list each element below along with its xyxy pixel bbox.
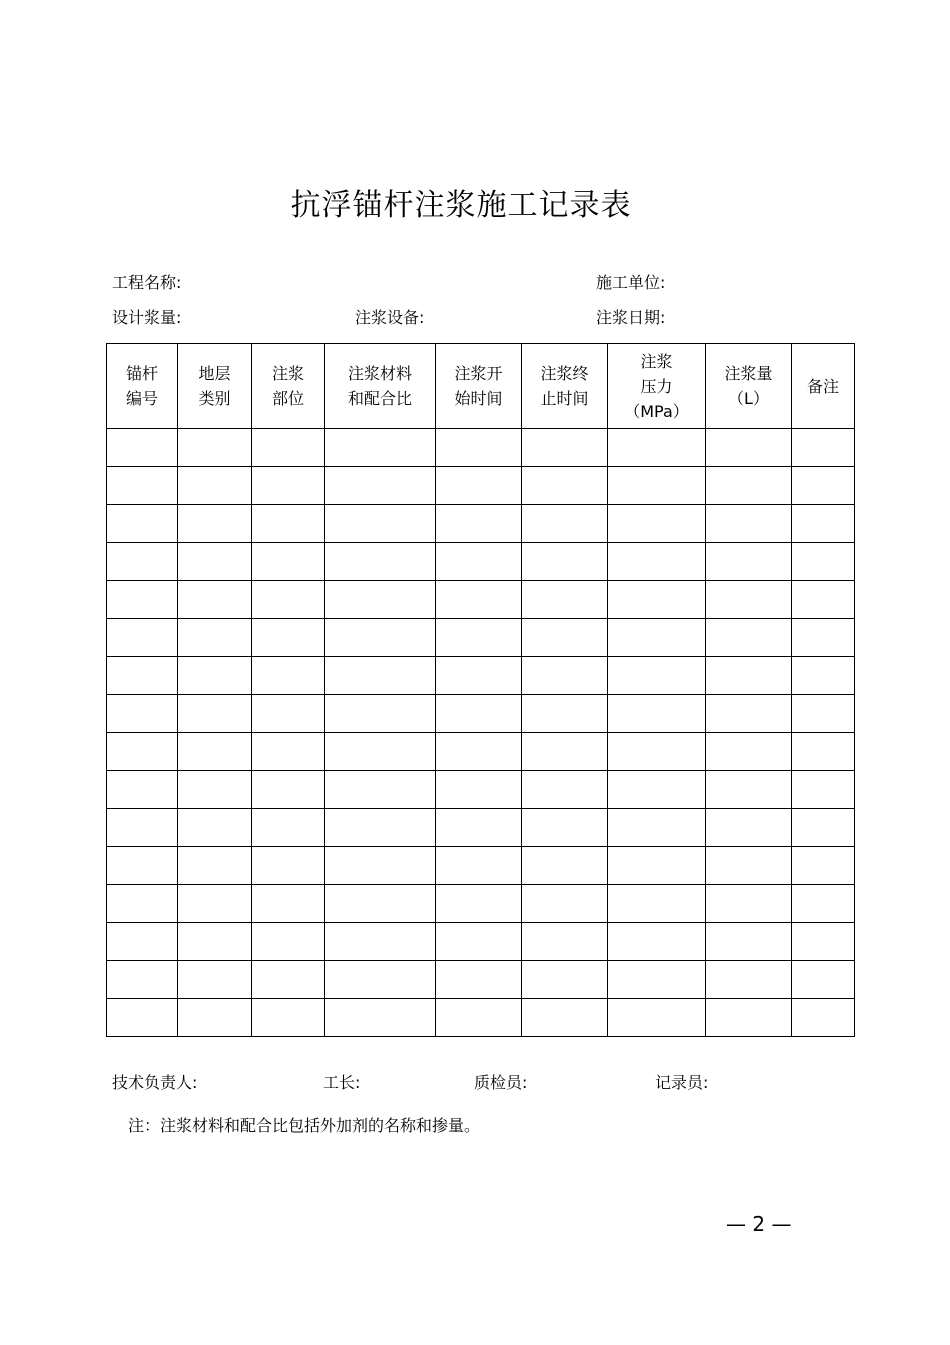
- footnote: 注：注浆材料和配合比包括外加剂的名称和掺量。: [128, 1116, 481, 1135]
- table-body: [107, 429, 855, 1037]
- column-header: [608, 344, 706, 429]
- table-cell: [325, 847, 436, 885]
- table-header-row: [107, 344, 855, 429]
- table-cell: [792, 543, 855, 581]
- table-cell: [252, 885, 325, 923]
- table-cell: [252, 771, 325, 809]
- table-cell: [792, 923, 855, 961]
- table-cell: [608, 885, 706, 923]
- table-cell: [792, 429, 855, 467]
- column-header-line: 压力: [640, 376, 673, 396]
- table-cell: [252, 505, 325, 543]
- table-cell: [252, 809, 325, 847]
- column-header: [107, 344, 178, 429]
- table-cell: [792, 657, 855, 695]
- column-header: [325, 344, 436, 429]
- table-cell: [178, 543, 252, 581]
- table-cell: [706, 999, 792, 1037]
- table-cell: [325, 885, 436, 923]
- table-cell: [608, 657, 706, 695]
- table-cell: [522, 695, 608, 733]
- table-cell: [522, 657, 608, 695]
- table-row: [107, 771, 855, 809]
- table-cell: [178, 619, 252, 657]
- table-cell: [706, 771, 792, 809]
- table-cell: [178, 581, 252, 619]
- table-cell: [608, 695, 706, 733]
- table-cell: [325, 657, 436, 695]
- table-cell: [608, 619, 706, 657]
- table-row: [107, 467, 855, 505]
- table-cell: [436, 923, 522, 961]
- inspector-label: 质检员:: [474, 1073, 528, 1092]
- table-cell: [436, 847, 522, 885]
- column-header-line: 部位: [271, 389, 304, 408]
- column-header-line: （MPa）: [624, 401, 689, 421]
- table-cell: [792, 467, 855, 505]
- table-cell: [706, 809, 792, 847]
- table-cell: [325, 467, 436, 505]
- table-cell: [252, 543, 325, 581]
- column-header-line: 始时间: [454, 389, 503, 408]
- table-cell: [792, 847, 855, 885]
- table-cell: [178, 885, 252, 923]
- table-cell: [522, 847, 608, 885]
- table-cell: [107, 657, 178, 695]
- table-cell: [325, 771, 436, 809]
- table-cell: [522, 809, 608, 847]
- table-cell: [107, 543, 178, 581]
- column-header-line: 注浆开: [454, 364, 503, 383]
- table-cell: [608, 771, 706, 809]
- table-cell: [252, 467, 325, 505]
- table-cell: [608, 429, 706, 467]
- table-cell: [792, 695, 855, 733]
- column-header-line: 止时间: [540, 389, 589, 408]
- table-cell: [608, 543, 706, 581]
- table-cell: [107, 619, 178, 657]
- table-row: [107, 809, 855, 847]
- column-header: [436, 344, 522, 429]
- table-cell: [792, 771, 855, 809]
- table-cell: [608, 923, 706, 961]
- table-row: [107, 657, 855, 695]
- table-cell: [706, 657, 792, 695]
- grouting-equipment-label: 注浆设备:: [355, 308, 425, 327]
- grouting-record-table: [106, 343, 855, 1037]
- table-row: [107, 733, 855, 771]
- table-cell: [107, 885, 178, 923]
- table-cell: [522, 505, 608, 543]
- table-row: [107, 505, 855, 543]
- table-row: [107, 961, 855, 999]
- table-row: [107, 847, 855, 885]
- column-header: [252, 344, 325, 429]
- table-row: [107, 999, 855, 1037]
- column-header-line: 注浆量: [724, 364, 773, 383]
- table-cell: [436, 809, 522, 847]
- table-cell: [325, 619, 436, 657]
- column-header-line: 和配合比: [347, 389, 412, 408]
- table-cell: [792, 619, 855, 657]
- table-cell: [178, 733, 252, 771]
- table-cell: [436, 505, 522, 543]
- table-cell: [522, 733, 608, 771]
- table-cell: [107, 809, 178, 847]
- table-cell: [436, 771, 522, 809]
- table-cell: [107, 999, 178, 1037]
- table-cell: [178, 695, 252, 733]
- table-cell: [436, 467, 522, 505]
- column-header-line: 编号: [125, 389, 158, 408]
- table-cell: [436, 429, 522, 467]
- table-cell: [178, 429, 252, 467]
- table-cell: [107, 771, 178, 809]
- table-cell: [436, 885, 522, 923]
- column-header-line: 注浆: [640, 351, 673, 371]
- table-cell: [325, 505, 436, 543]
- table-cell: [252, 657, 325, 695]
- table-cell: [608, 467, 706, 505]
- table-cell: [522, 429, 608, 467]
- table-cell: [792, 999, 855, 1037]
- table-cell: [107, 581, 178, 619]
- table-cell: [792, 581, 855, 619]
- project-name-label: 工程名称:: [112, 273, 182, 292]
- table-cell: [706, 581, 792, 619]
- table-cell: [107, 733, 178, 771]
- grouting-date-label: 注浆日期:: [596, 308, 666, 327]
- table-cell: [522, 467, 608, 505]
- table-cell: [252, 695, 325, 733]
- table-cell: [706, 467, 792, 505]
- column-header: [178, 344, 252, 429]
- table-cell: [107, 505, 178, 543]
- table-cell: [522, 885, 608, 923]
- table-cell: [522, 771, 608, 809]
- table-cell: [608, 961, 706, 999]
- table-cell: [436, 999, 522, 1037]
- column-header-line: 注浆终: [540, 364, 589, 383]
- table-cell: [706, 619, 792, 657]
- table-cell: [178, 657, 252, 695]
- column-header-line: 注浆: [271, 364, 304, 383]
- table-cell: [252, 999, 325, 1037]
- table-cell: [522, 619, 608, 657]
- table-cell: [252, 961, 325, 999]
- column-header-line: 备注: [806, 376, 839, 396]
- recorder-label: 记录员:: [655, 1073, 709, 1092]
- column-header-line: 锚杆: [125, 364, 158, 383]
- table-cell: [792, 505, 855, 543]
- table-row: [107, 923, 855, 961]
- table-cell: [252, 847, 325, 885]
- column-header: [706, 344, 792, 429]
- table-cell: [608, 581, 706, 619]
- table-cell: [792, 961, 855, 999]
- column-header-line: 注浆材料: [347, 364, 412, 383]
- table-cell: [436, 733, 522, 771]
- table-cell: [706, 543, 792, 581]
- table-cell: [608, 847, 706, 885]
- table-cell: [706, 923, 792, 961]
- table-row: [107, 885, 855, 923]
- table-cell: [252, 619, 325, 657]
- table-cell: [325, 543, 436, 581]
- table-cell: [107, 695, 178, 733]
- table-cell: [522, 923, 608, 961]
- table-cell: [706, 885, 792, 923]
- technical-lead-label: 技术负责人:: [112, 1073, 198, 1092]
- table-cell: [325, 961, 436, 999]
- table-cell: [436, 657, 522, 695]
- table-cell: [522, 999, 608, 1037]
- table-cell: [792, 809, 855, 847]
- table-cell: [706, 733, 792, 771]
- table-cell: [436, 961, 522, 999]
- table-cell: [325, 733, 436, 771]
- design-grout-volume-label: 设计浆量:: [112, 308, 182, 327]
- table-cell: [178, 961, 252, 999]
- foreman-label: 工长:: [323, 1073, 361, 1092]
- column-header-line: 类别: [198, 389, 231, 408]
- table-row: [107, 581, 855, 619]
- table-cell: [608, 809, 706, 847]
- table-cell: [436, 695, 522, 733]
- table-cell: [178, 505, 252, 543]
- table-cell: [325, 429, 436, 467]
- table-cell: [706, 429, 792, 467]
- table-cell: [107, 961, 178, 999]
- table-cell: [252, 429, 325, 467]
- table-cell: [706, 961, 792, 999]
- table-cell: [325, 923, 436, 961]
- table-cell: [706, 505, 792, 543]
- table-cell: [522, 581, 608, 619]
- table-row: [107, 543, 855, 581]
- column-header: [522, 344, 608, 429]
- table-row: [107, 429, 855, 467]
- table-cell: [107, 429, 178, 467]
- table-cell: [608, 733, 706, 771]
- table-cell: [792, 885, 855, 923]
- table-row: [107, 619, 855, 657]
- table-cell: [178, 923, 252, 961]
- table-cell: [178, 809, 252, 847]
- table-cell: [325, 999, 436, 1037]
- table-cell: [178, 771, 252, 809]
- table-cell: [608, 999, 706, 1037]
- table-cell: [107, 467, 178, 505]
- table-cell: [325, 581, 436, 619]
- table-cell: [178, 847, 252, 885]
- table-cell: [252, 581, 325, 619]
- column-header-line: （L）: [728, 389, 769, 408]
- table-cell: [436, 543, 522, 581]
- table-row: [107, 695, 855, 733]
- table-cell: [706, 695, 792, 733]
- table-cell: [178, 467, 252, 505]
- table-cell: [252, 733, 325, 771]
- table-cell: [436, 619, 522, 657]
- table-cell: [325, 695, 436, 733]
- table-cell: [107, 923, 178, 961]
- table-cell: [178, 999, 252, 1037]
- table-cell: [325, 809, 436, 847]
- column-header-line: 地层: [198, 364, 231, 383]
- table-cell: [608, 505, 706, 543]
- construction-unit-label: 施工单位:: [596, 273, 666, 292]
- page-title: 抗浮锚杆注浆施工记录表: [290, 188, 632, 223]
- column-header: [792, 344, 855, 429]
- table-cell: [252, 923, 325, 961]
- table-cell: [522, 543, 608, 581]
- page-number: — 2 —: [726, 1212, 792, 1236]
- table-cell: [436, 581, 522, 619]
- table-cell: [792, 733, 855, 771]
- table-cell: [522, 961, 608, 999]
- table-cell: [706, 847, 792, 885]
- table-cell: [107, 847, 178, 885]
